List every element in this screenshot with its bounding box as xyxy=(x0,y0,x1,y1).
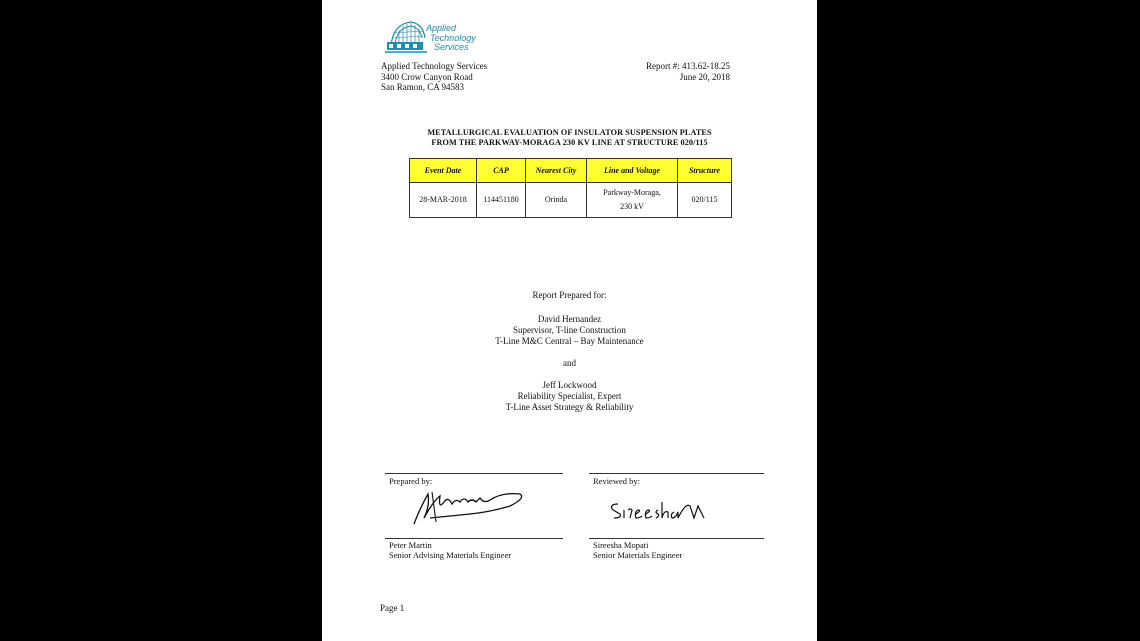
reviewer-title: Senior Materials Engineer xyxy=(593,550,683,560)
reviewer-block xyxy=(593,540,682,560)
page-number: Page 1 xyxy=(380,603,405,613)
reviewed-bottom-line xyxy=(589,538,764,539)
logo-line3: Services xyxy=(434,42,469,52)
cell-event-date: 28-MAR-2018 xyxy=(410,183,477,218)
header-event-date: Event Date xyxy=(410,159,477,183)
recipient1-title: Supervisor, T-line Construction xyxy=(513,325,626,335)
report-title xyxy=(322,128,817,148)
address-company: Applied Technology Services xyxy=(381,61,488,71)
company-logo xyxy=(385,18,505,58)
cell-line-voltage: Parkway-Moraga, 230 kV xyxy=(587,183,678,218)
building-globe-icon xyxy=(385,18,427,56)
recipient1-dept: T-Line M&C Central – Bay Maintenance xyxy=(495,336,644,346)
title-line2: FROM THE PARKWAY-MORAGA 230 KV LINE AT STRUCTURE 020/115 xyxy=(431,138,708,147)
recipient2-title: Reliability Specialist, Expert xyxy=(517,391,622,401)
recipient2-dept: T-Line Asset Strategy & Reliability xyxy=(505,402,634,412)
preparer-title: Senior Advising Materials Engineer xyxy=(389,550,512,560)
header-nearest-city: Nearest City xyxy=(526,159,587,183)
address-street: 3400 Crow Canyon Road xyxy=(381,71,473,82)
header-cap: CAP xyxy=(477,159,526,183)
prepared-signature xyxy=(410,488,530,528)
cell-cap: 114451180 xyxy=(477,183,526,218)
event-table xyxy=(409,158,732,218)
and-text: and xyxy=(563,358,576,368)
report-page xyxy=(322,0,817,641)
reviewed-signature xyxy=(608,498,728,522)
reviewed-by-label: Reviewed by: xyxy=(593,476,640,486)
reviewed-top-line xyxy=(589,473,764,474)
header-structure: Structure xyxy=(678,159,732,183)
preparer-block xyxy=(389,540,511,560)
cell-structure: 020/115 xyxy=(678,183,732,218)
report-meta xyxy=(646,61,730,82)
company-address xyxy=(381,61,487,93)
prepared-top-line xyxy=(385,473,563,474)
title-line1: METALLURGICAL EVALUATION OF INSULATOR SUSPENSION PLATES xyxy=(427,128,712,137)
preparer-name: Peter Martin xyxy=(389,540,432,550)
prepared-for-section xyxy=(322,290,817,413)
address-city: San Ramon, CA 94583 xyxy=(381,82,465,92)
logo-line2: Technology xyxy=(430,32,476,43)
reviewer-name: Sireesha Mopati xyxy=(593,540,649,550)
logo-line1: Applied xyxy=(426,23,457,33)
table-header-row xyxy=(410,159,732,183)
logo-wordmark xyxy=(426,24,476,53)
report-date: June 20, 2018 xyxy=(679,71,730,82)
prepared-bottom-line xyxy=(385,538,563,539)
cell-nearest-city: Orinda xyxy=(526,183,587,218)
prepared-for-heading: Report Prepared for: xyxy=(532,290,607,300)
table-row xyxy=(410,183,732,218)
recipient1-name: David Hernandez xyxy=(537,314,602,324)
prepared-by-label: Prepared by: xyxy=(389,476,433,486)
report-number: Report #: 413.62-18.25 xyxy=(646,61,730,71)
recipient2-name: Jeff Lockwood xyxy=(542,380,597,390)
header-line-voltage: Line and Voltage xyxy=(587,159,678,183)
